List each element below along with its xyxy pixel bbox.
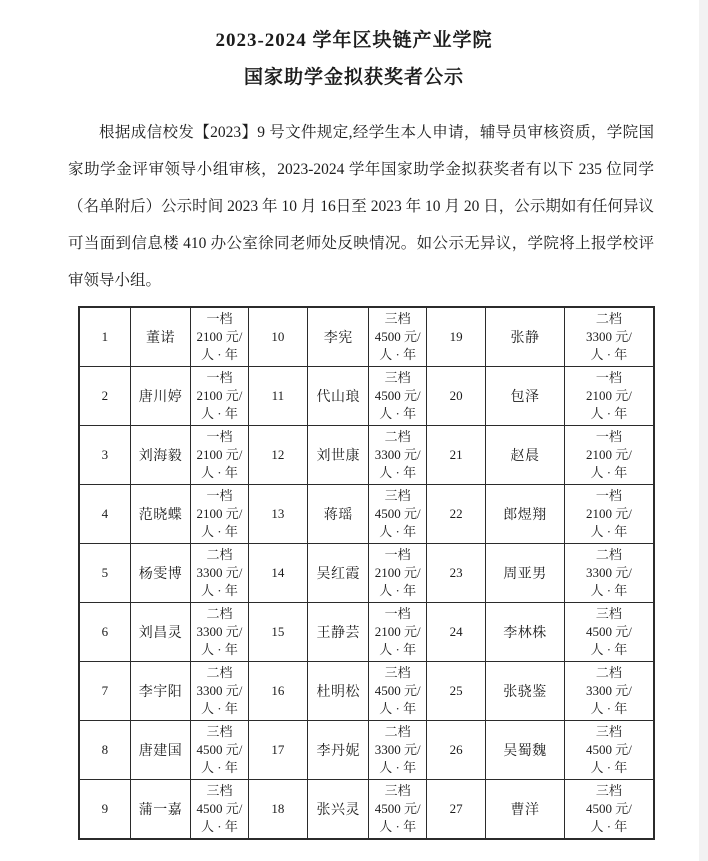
tier-unit: 人 · 年 [590,465,628,480]
tier-unit: 人 · 年 [590,583,628,598]
awardee-number-cell: 18 [248,780,307,840]
tier-amount: 4500 元/ [585,624,632,639]
awardee-number-cell: 1 [79,307,130,367]
awardee-number-cell: 11 [248,367,307,426]
tier-level: 二档 [206,547,233,562]
awardee-name-cell: 曹洋 [486,780,565,840]
tier-level: 一档 [384,606,411,621]
tier-unit: 人 · 年 [590,760,628,775]
awardee-tier-cell [369,367,426,426]
tier-amount: 3300 元/ [585,565,632,580]
awardee-tier-cell [191,367,248,426]
awardee-name-cell: 董诺 [130,307,190,367]
awardee-name-cell: 杨雯博 [130,544,190,603]
awardee-name-cell: 蒋瑶 [308,485,369,544]
awardee-number-cell: 27 [426,780,485,840]
tier-level: 一档 [595,429,622,444]
awardee-tier-cell [369,780,426,840]
awardee-name-cell: 张骁鉴 [486,662,565,721]
tier-unit: 人 · 年 [590,524,628,539]
tier-level: 三档 [384,370,411,385]
tier-unit: 人 · 年 [379,465,417,480]
tier-level: 一档 [595,488,622,503]
tier-unit: 人 · 年 [379,583,417,598]
tier-amount: 2100 元/ [196,447,243,462]
awardee-number-cell: 20 [426,367,485,426]
awardee-number-cell: 14 [248,544,307,603]
tier-amount: 2100 元/ [374,624,421,639]
tier-level: 三档 [384,311,411,326]
tier-amount: 2100 元/ [374,565,421,580]
awardee-tier-cell [564,780,654,840]
awardee-name-cell: 范晓蝶 [130,485,190,544]
tier-level: 二档 [384,724,411,739]
tier-amount: 2100 元/ [585,388,632,403]
tier-unit: 人 · 年 [590,406,628,421]
table-row [79,603,654,662]
awardee-number-cell: 22 [426,485,485,544]
tier-unit: 人 · 年 [590,701,628,716]
awardee-number-cell: 19 [426,307,485,367]
announcement-paragraph: 根据成信校发【2023】9 号文件规定,经学生本人申请，辅导员审核资质，学院国家助学金评审领导小组审核，2023-2024 学年国家助学金拟获奖者有以下 235 位同学（名单附后）公示时间 2023 年 10 月 16日至 2023 年 10 月 20 日，公示期如有任何异议可当面到信息楼 410 办公室徐同老师处反映情况。如公示无异议，学院将上报学校评审领导小组。 [68,124,654,289]
awardee-tier-cell [191,603,248,662]
awardee-name-cell: 李林株 [486,603,565,662]
tier-level: 一档 [384,547,411,562]
tier-amount: 3300 元/ [585,683,632,698]
tier-amount: 2100 元/ [196,388,243,403]
table-row [79,544,654,603]
title-line-1: 2023-2024 学年区块链产业学院 [215,30,493,51]
tier-amount: 2100 元/ [585,447,632,462]
tier-unit: 人 · 年 [590,642,628,657]
awardee-tier-cell [564,367,654,426]
tier-unit: 人 · 年 [201,524,238,539]
awardee-number-cell: 12 [248,426,307,485]
tier-unit: 人 · 年 [201,701,238,716]
awardee-tier-cell [564,603,654,662]
tier-level: 二档 [384,429,411,444]
tier-level: 二档 [595,547,622,562]
tier-amount: 4500 元/ [585,801,632,816]
tier-unit: 人 · 年 [201,406,238,421]
awardee-number-cell: 7 [79,662,130,721]
awardee-number-cell: 23 [426,544,485,603]
tier-unit: 人 · 年 [201,819,238,834]
table-row [79,721,654,780]
document-title [0,0,708,96]
awardee-tier-cell [369,721,426,780]
awardee-name-cell: 刘昌灵 [130,603,190,662]
awardee-number-cell: 3 [79,426,130,485]
awardee-table [78,306,655,840]
tier-unit: 人 · 年 [379,642,417,657]
table-row [79,307,654,367]
tier-level: 三档 [384,783,411,798]
tier-unit: 人 · 年 [201,760,238,775]
table-row [79,662,654,721]
tier-amount: 4500 元/ [196,801,243,816]
awardee-tier-cell [564,485,654,544]
awardee-number-cell: 24 [426,603,485,662]
awardee-number-cell: 10 [248,307,307,367]
tier-amount: 3300 元/ [374,742,421,757]
tier-unit: 人 · 年 [590,347,628,362]
tier-amount: 2100 元/ [196,506,243,521]
awardee-number-cell: 8 [79,721,130,780]
awardee-tier-cell [369,603,426,662]
tier-level: 三档 [206,783,233,798]
awardee-name-cell: 李宇阳 [130,662,190,721]
awardee-table-body [79,307,654,839]
tier-amount: 3300 元/ [585,329,632,344]
tier-unit: 人 · 年 [201,642,238,657]
awardee-name-cell: 刘海毅 [130,426,190,485]
tier-level: 三档 [595,724,622,739]
awardee-tier-cell [191,485,248,544]
awardee-name-cell: 刘世康 [308,426,369,485]
tier-amount: 3300 元/ [374,447,421,462]
tier-level: 三档 [206,724,233,739]
awardee-tier-cell [564,307,654,367]
tier-level: 三档 [595,783,622,798]
tier-amount: 3300 元/ [196,565,243,580]
tier-unit: 人 · 年 [201,583,238,598]
awardee-name-cell: 唐川婷 [130,367,190,426]
awardee-tier-cell [369,426,426,485]
tier-unit: 人 · 年 [201,347,238,362]
tier-level: 一档 [206,370,233,385]
awardee-name-cell: 李宪 [308,307,369,367]
tier-amount: 2100 元/ [585,506,632,521]
awardee-tier-cell [191,721,248,780]
awardee-number-cell: 6 [79,603,130,662]
tier-unit: 人 · 年 [379,524,417,539]
table-row [79,367,654,426]
awardee-number-cell: 25 [426,662,485,721]
awardee-tier-cell [369,662,426,721]
tier-unit: 人 · 年 [379,701,417,716]
tier-level: 二档 [206,665,233,680]
awardee-tier-cell [369,485,426,544]
awardee-name-cell: 李丹妮 [308,721,369,780]
awardee-name-cell: 唐建国 [130,721,190,780]
awardee-tier-cell [191,307,248,367]
tier-amount: 4500 元/ [374,388,421,403]
awardee-tier-cell [369,307,426,367]
awardee-number-cell: 13 [248,485,307,544]
awardee-number-cell: 26 [426,721,485,780]
awardee-name-cell: 代山琅 [308,367,369,426]
tier-unit: 人 · 年 [379,760,417,775]
awardee-name-cell: 吴蜀魏 [486,721,565,780]
awardee-tier-cell [191,662,248,721]
awardee-number-cell: 16 [248,662,307,721]
tier-amount: 3300 元/ [196,624,243,639]
awardee-name-cell: 吴红霞 [308,544,369,603]
awardee-number-cell: 21 [426,426,485,485]
tier-unit: 人 · 年 [379,347,417,362]
table-row [79,485,654,544]
tier-amount: 4500 元/ [585,742,632,757]
tier-level: 二档 [595,665,622,680]
tier-level: 一档 [206,311,233,326]
awardee-name-cell: 杜明松 [308,662,369,721]
awardee-number-cell: 15 [248,603,307,662]
awardee-number-cell: 4 [79,485,130,544]
tier-level: 二档 [595,311,622,326]
awardee-tier-cell [191,780,248,840]
awardee-name-cell: 蒲一嘉 [130,780,190,840]
awardee-name-cell: 张兴灵 [308,780,369,840]
tier-unit: 人 · 年 [379,406,417,421]
awardee-tier-cell [564,721,654,780]
tier-level: 三档 [595,606,622,621]
tier-level: 一档 [595,370,622,385]
tier-amount: 4500 元/ [196,742,243,757]
awardee-name-cell: 周亚男 [486,544,565,603]
awardee-tier-cell [564,426,654,485]
awardee-name-cell: 郎煜翔 [486,485,565,544]
tier-level: 三档 [384,488,411,503]
awardee-number-cell: 17 [248,721,307,780]
table-row [79,780,654,840]
tier-unit: 人 · 年 [590,819,628,834]
tier-level: 二档 [206,606,233,621]
announcement-body [68,114,654,299]
tier-unit: 人 · 年 [201,465,238,480]
awardee-tier-cell [191,544,248,603]
awardee-name-cell: 赵晨 [486,426,565,485]
awardee-name-cell: 王静芸 [308,603,369,662]
tier-amount: 4500 元/ [374,506,421,521]
awardee-tier-cell [564,544,654,603]
awardee-tier-cell [369,544,426,603]
awardee-tier-cell [564,662,654,721]
tier-amount: 4500 元/ [374,683,421,698]
title-line-2: 国家助学金拟获奖者公示 [243,67,464,88]
tier-amount: 4500 元/ [374,801,421,816]
table-row [79,426,654,485]
awardee-name-cell: 张静 [486,307,565,367]
awardee-number-cell: 9 [79,780,130,840]
tier-level: 一档 [206,488,233,503]
awardee-tier-cell [191,426,248,485]
page-edge-shade [699,0,708,861]
tier-level: 三档 [384,665,411,680]
awardee-name-cell: 包泽 [486,367,565,426]
awardee-number-cell: 5 [79,544,130,603]
tier-amount: 3300 元/ [196,683,243,698]
tier-unit: 人 · 年 [379,819,417,834]
awardee-number-cell: 2 [79,367,130,426]
tier-amount: 2100 元/ [196,329,243,344]
tier-amount: 4500 元/ [374,329,421,344]
tier-level: 一档 [206,429,233,444]
